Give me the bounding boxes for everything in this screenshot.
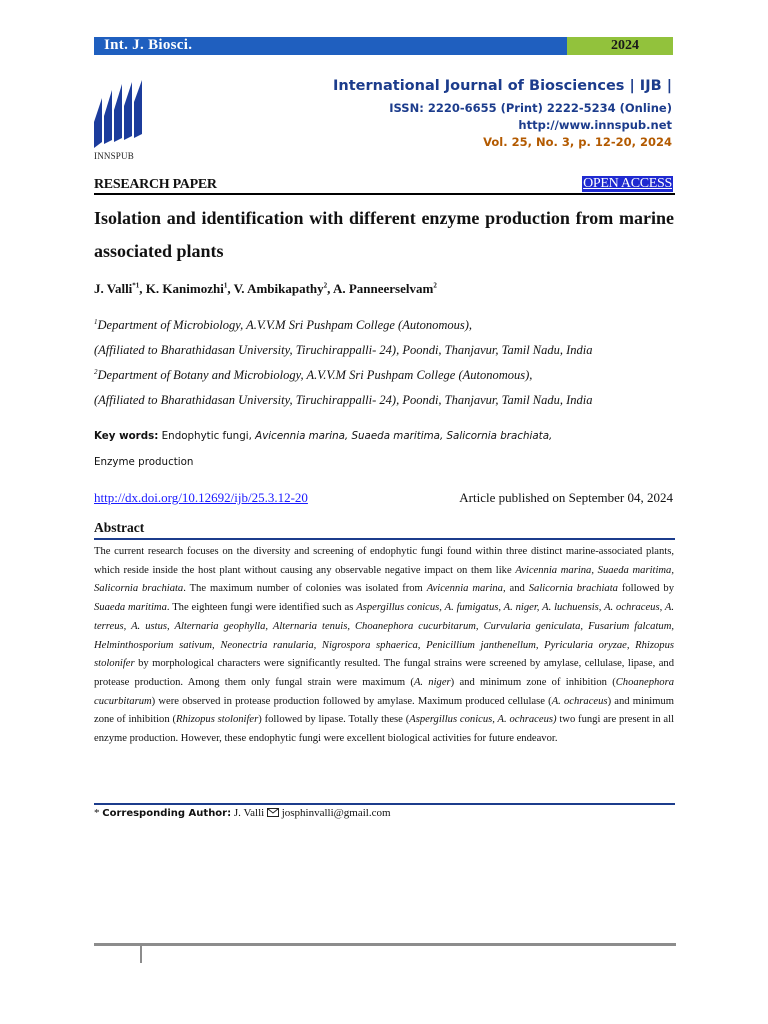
header-divider [94,193,675,195]
abstract-text: . The eighteen fungi were identified such as [166,602,357,614]
abstract-text: two fungi are present in all enzyme production. However, these endophytic fungi were excellent biological activities for future endeavor. [94,714,675,745]
abstract-italic-text: Salicornia brachiata [528,583,618,595]
abstract-italic-text: Aspergillus conicus, A. ochraceus) [409,714,557,726]
abstract-bottom-rule [94,803,675,805]
corresponding-mark: * [94,807,100,819]
affiliation-1: $^1$Department of Microbiology, A.V.V.M Sri Pushpam College (Autonomous), [94,317,473,332]
abstract-text: ) and minimum zone of inhibition ( [450,676,616,688]
keywords-label: Key words: [94,430,159,442]
publication-date: Article published on September 04, 2024 [459,490,673,505]
abstract-top-rule [94,538,675,540]
abstract-text: . The maximum number of colonies was isolated from [183,583,427,595]
doi-link[interactable]: http://dx.doi.org/10.12692/ijb/25.3.12-20 [94,490,308,505]
paper-title: Isolation and identification with different enzyme production from marine associated plants [94,208,674,261]
abstract-heading: Abstract [94,520,145,535]
abstract-text: ) and minimum zone of inhibition ( [94,695,674,726]
paper-type-label: RESEARCH PAPER [94,177,217,192]
keywords-line-2: Enzyme production [94,456,194,468]
corresponding-email[interactable]: josphinvalli@gmail.com [281,807,391,819]
abstract-italic-text: Aspergillus conicus, A. fumigatus, A. niger, A. luchuensis, A. ochraceus, A. terreus, A. ustus, Alternaria geophylla, Alternaria tenuis, Choanephora cucurbitarum, Curvularia geniculata, Fusarium falcatum, Helminthosporium sativum, Neonectria ranularia, Nigrospora sphaerica, Penicillium janthenellum, Pyricularia oryzae, Rhizopus stolonifer [94,602,675,670]
affiliation-2: $^2$Department of Botany and Microbiology, A.V.V.M Sri Pushpam College (Autonomous), [94,367,533,382]
journal-url-link[interactable]: http://www.innspub.net [518,118,672,132]
author-name: K. Kanimozhi [145,281,224,296]
envelope-icon [267,808,279,817]
footer-rule [94,943,676,946]
footer-tick [140,943,142,963]
keywords-plain: Endophytic fungi, [161,430,252,442]
abstract-italic-text: A. ochraceus [551,695,608,707]
journal-short-name: Int. J. Biosci. [104,37,193,53]
affiliation-2-cont: (Affiliated to Bharathidasan University, Tiruchirappalli- 24), Poondi, Thanjavur, Tamil Nadu, India [94,393,593,407]
abstract-italic-text: Suaeda maritima [94,602,167,614]
corresponding-name: J. Valli [233,807,265,819]
author-name: V. Ambikapathy [233,281,324,296]
abstract-italic-text: Choanephora cucurbitarum [94,676,674,707]
keywords [94,430,552,442]
journal-title: International Journal of Biosciences | IJB | [333,78,672,94]
author-separator: , [327,281,333,296]
abstract-italic-text: Avicennia marina, [426,583,506,595]
abstract-text: and [505,583,529,595]
corresponding-author [94,807,391,819]
open-access-badge[interactable]: OPEN ACCESS [583,176,672,191]
abstract-text: followed by [617,583,674,595]
abstract-italic-text: A. niger [413,676,451,688]
abstract-text: The current research focuses on the diversity and screening of endophytic fungi found within three distinct marine-associated plants, which reside inside the host plant without causing any observable negative impact on them like [94,546,674,576]
logo-text: INNSPUB [94,151,134,161]
abstract-text: ) followed by lipase. Totally these ( [258,714,410,726]
innspub-books-logo-icon [90,80,150,152]
header-year: 2024 [611,38,639,53]
abstract-body [94,543,674,749]
keywords-italic: Avicennia marina, Suaeda maritima, Salicornia brachiata, [255,430,553,442]
affiliation-1-cont: (Affiliated to Bharathidasan University, Tiruchirappalli- 24), Poondi, Thanjavur, Tamil Nadu, India [94,343,593,357]
abstract-italic-text: Avicennia marina, Suaeda maritima, Salicornia brachiata [94,564,674,595]
author-affiliation-mark: *1 [132,281,140,290]
author-separator: , [227,281,234,296]
author-list [94,281,437,297]
journal-volume: Vol. 25, No. 3, p. 12-20, 2024 [483,135,672,149]
innspub-logo [90,80,150,160]
author-name: A. Panneerselvam [332,281,434,296]
year-header-bar [567,37,673,55]
abstract-text: by morphological characters were significantly resulted. The fungal strains were screened by amylase, cellulase, lipase, and protease production. Among them only fungal strain were maximum ( [94,658,674,688]
author-affiliation-mark: 2 [323,281,328,290]
author-separator: , [139,281,146,296]
author-name: J. Valli [94,281,133,296]
corresponding-label: Corresponding Author: [102,808,232,819]
journal-header-bar [94,37,567,55]
journal-issn: ISSN: 2220-6655 (Print) 2222-5234 (Online) [389,101,672,115]
author-affiliation-mark: 1 [223,281,228,290]
abstract-text: ) were observed in protease production followed by amylase. Maximum produced cellulase ( [151,695,552,707]
abstract-italic-text: Rhizopus stolonifer [175,714,259,726]
author-affiliation-mark: 2 [433,281,437,290]
